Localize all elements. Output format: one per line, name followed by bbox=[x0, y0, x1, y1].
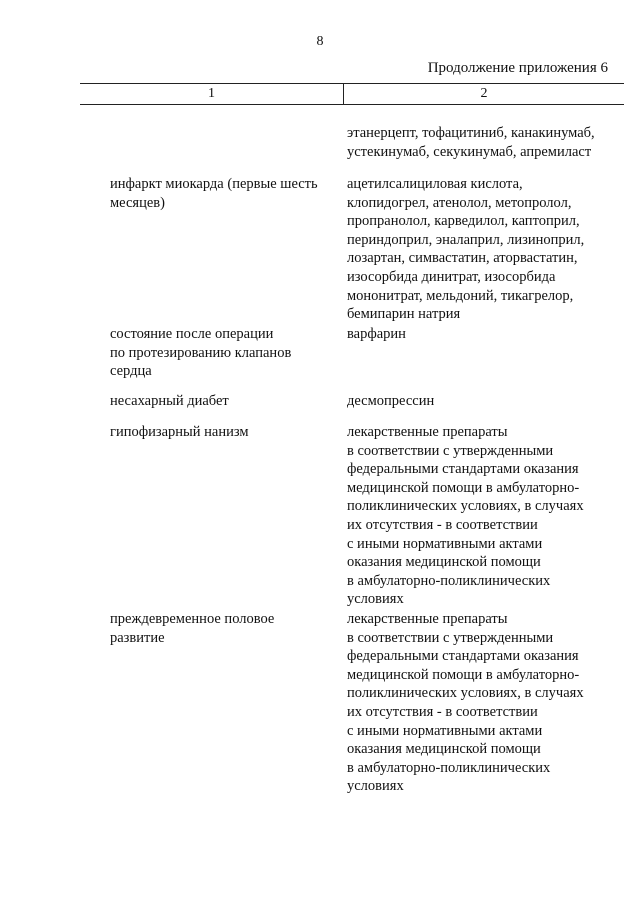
page-number: 8 bbox=[316, 34, 324, 49]
column-header-1: 1 bbox=[80, 84, 344, 104]
condition-cell: преждевременное половое развитие bbox=[110, 611, 275, 646]
column-header-2: 2 bbox=[480, 86, 488, 101]
table-header bbox=[80, 83, 624, 105]
continuation-heading: Продолжение приложения 6 bbox=[427, 60, 608, 76]
drugs-cell: этанерцепт, тофацитиниб, канакинумаб, устекинумаб, секукинумаб, апремиласт bbox=[347, 125, 595, 160]
condition-cell: состояние после операции по протезированию клапанов сердца bbox=[110, 326, 292, 380]
condition-cell: несахарный диабет bbox=[110, 393, 229, 409]
drugs-cell: ацетилсалициловая кислота, клопидогрел, атенолол, метопролол, пропранолол, карведилол, каптоприл, периндоприл, эналаприл, лизиноприл, лозартан, симвастатин, аторвастатин, изосорбида динитрат, изосорбида мононитрат, мельдоний, тикагрелор, бемипарин натрия bbox=[347, 176, 585, 323]
drugs-cell: варфарин bbox=[347, 326, 406, 342]
condition-cell: гипофизарный нанизм bbox=[110, 424, 249, 440]
condition-cell: инфаркт миокарда (первые шесть месяцев) bbox=[110, 176, 318, 211]
drugs-cell: лекарственные препараты в соответствии с утвержденными федеральными стандартами оказания медицинской помощи в амбулаторно- поликлинических условиях, в случаях их отсутствия - в соответствии с иными нормативными актами оказания медицинской помощи в амбулаторно-поликлинических условиях bbox=[347, 611, 584, 795]
drugs-cell: десмопрессин bbox=[347, 393, 435, 409]
drugs-cell: лекарственные препараты в соответствии с утвержденными федеральными стандартами оказания медицинской помощи в амбулаторно- поликлинических условиях, в случаях их отсутствия - в соответствии с иными нормативными актами оказания медицинской помощи в амбулаторно-поликлинических условиях bbox=[347, 424, 584, 608]
